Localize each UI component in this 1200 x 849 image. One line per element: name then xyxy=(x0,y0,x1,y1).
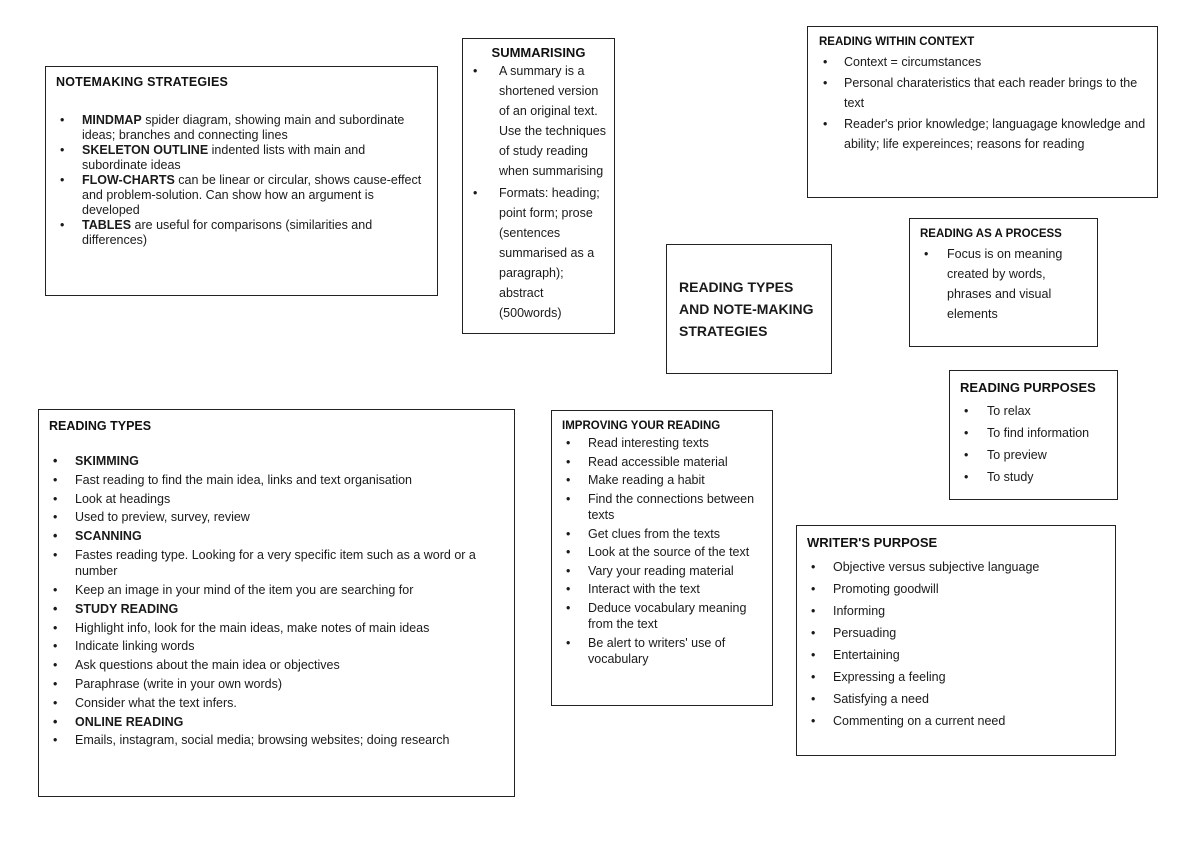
item-term: MINDMAP xyxy=(82,113,142,127)
list-item xyxy=(56,143,427,173)
list-item: • Make reading a habit xyxy=(562,472,762,489)
list-item: • Objective versus subjective language xyxy=(807,557,1105,577)
summarising-list xyxy=(471,61,606,323)
reading-within-context-box xyxy=(807,26,1158,198)
summarising-box xyxy=(462,38,615,334)
writers-purpose-box xyxy=(796,525,1116,756)
list-item: • Be alert to writers' use of vocabulary xyxy=(562,635,762,668)
page-title: READING TYPES AND NOTE-MAKING STRATEGIES xyxy=(679,279,814,339)
purposes-title: READING PURPOSES xyxy=(960,380,1096,395)
reading-types-box xyxy=(38,409,515,797)
list-item: • STUDY READING xyxy=(49,601,504,617)
list-item: • Highlight info, look for the main ideas, make notes of main ideas xyxy=(49,620,504,636)
reading-purposes-box xyxy=(949,370,1118,500)
list-item: • Informing xyxy=(807,601,1105,621)
list-item: • Read interesting texts xyxy=(562,435,762,452)
list-item: • Reader's prior knowledge; languagage knowledge and ability; life expereinces; reasons for reading xyxy=(819,114,1146,154)
list-item: • Find the connections between texts xyxy=(562,491,762,524)
list-item: • Personal charateristics that each reader brings to the text xyxy=(819,73,1146,113)
list-item: • Keep an image in your mind of the item you are searching for xyxy=(49,582,504,598)
improving-reading-box xyxy=(551,410,773,706)
list-item: • ONLINE READING xyxy=(49,714,504,730)
list-item: • Get clues from the texts xyxy=(562,526,762,543)
types-list xyxy=(49,453,504,749)
item-text: are useful for comparisons (similarities and differences) xyxy=(82,218,373,247)
list-item: • Promoting goodwill xyxy=(807,579,1105,599)
types-title: READING TYPES xyxy=(49,419,152,433)
list-item: • Interact with the text xyxy=(562,581,762,598)
list-item: • SCANNING xyxy=(49,528,504,544)
list-item: • Emails, instagram, social media; browsing websites; doing research xyxy=(49,732,504,748)
list-item: • To relax xyxy=(960,400,1107,422)
item-text: can be linear or circular, shows cause-effect and problem-solution. Can show how an argument is developed xyxy=(82,173,422,217)
list-item: • To study xyxy=(960,466,1107,488)
list-item: • Persuading xyxy=(807,623,1105,643)
list-item: • Fastes reading type. Looking for a very specific item such as a word or a number xyxy=(49,547,504,580)
list-item: • Indicate linking words xyxy=(49,638,504,654)
item-term: FLOW-CHARTS xyxy=(82,173,175,187)
improve-title: IMPROVING YOUR READING xyxy=(562,420,721,432)
list-item: • Ask questions about the main idea or objectives xyxy=(49,657,504,673)
summarising-title: SUMMARISING xyxy=(491,45,586,60)
list-item: • Commenting on a current need xyxy=(807,711,1105,731)
main-title-box xyxy=(666,244,832,374)
list-item: • Look at headings xyxy=(49,491,504,507)
list-item: • Context = circumstances xyxy=(819,52,1146,72)
list-item: • Satisfying a need xyxy=(807,689,1105,709)
list-item xyxy=(56,113,427,143)
item-term: SKELETON OUTLINE xyxy=(82,143,209,157)
item-text: spider diagram, showing main and subordinate ideas; branches and connecting lines xyxy=(82,113,405,142)
improve-list xyxy=(562,435,762,668)
list-item: • To preview xyxy=(960,444,1107,466)
list-item: • Look at the source of the text xyxy=(562,544,762,561)
item-term: TABLES xyxy=(82,218,132,232)
list-item: • Fast reading to find the main idea, links and text organisation xyxy=(49,472,504,488)
list-item: • Focus is on meaning created by words, phrases and visual elements xyxy=(920,244,1087,324)
list-item: • Deduce vocabulary meaning from the text xyxy=(562,600,762,633)
reading-as-process-box xyxy=(909,218,1098,347)
list-item: • To find information xyxy=(960,422,1107,444)
list-item: • Vary your reading material xyxy=(562,563,762,580)
list-item: • Entertaining xyxy=(807,645,1105,665)
notemaking-strategies-box xyxy=(45,66,438,296)
list-item: • Expressing a feeling xyxy=(807,667,1105,687)
list-item: • Paraphrase (write in your own words) xyxy=(49,676,504,692)
list-item: • Formats: heading; point form; prose (sentences summarised as a paragraph); abstract (500words) xyxy=(471,183,606,323)
process-list xyxy=(920,244,1087,324)
process-title: READING AS A PROCESS xyxy=(920,228,1062,240)
item-text: indented lists with main and subordinate ideas xyxy=(82,143,366,172)
list-item: • Read accessible material xyxy=(562,454,762,471)
context-title: READING WITHIN CONTEXT xyxy=(819,36,975,48)
list-item: • A summary is a shortened version of an original text. Use the techniques of study reading when summarising xyxy=(471,61,606,181)
list-item xyxy=(56,173,427,218)
notemaking-list xyxy=(56,113,427,248)
list-item: • Used to preview, survey, review xyxy=(49,509,504,525)
writer-list xyxy=(807,557,1105,731)
list-item: • SKIMMING xyxy=(49,453,504,469)
list-item: • Consider what the text infers. xyxy=(49,695,504,711)
notemaking-title: NOTEMAKING STRATEGIES xyxy=(56,75,229,89)
purposes-list xyxy=(960,400,1107,488)
list-item xyxy=(56,218,427,248)
writer-title: WRITER'S PURPOSE xyxy=(807,535,938,550)
context-list xyxy=(819,52,1146,154)
